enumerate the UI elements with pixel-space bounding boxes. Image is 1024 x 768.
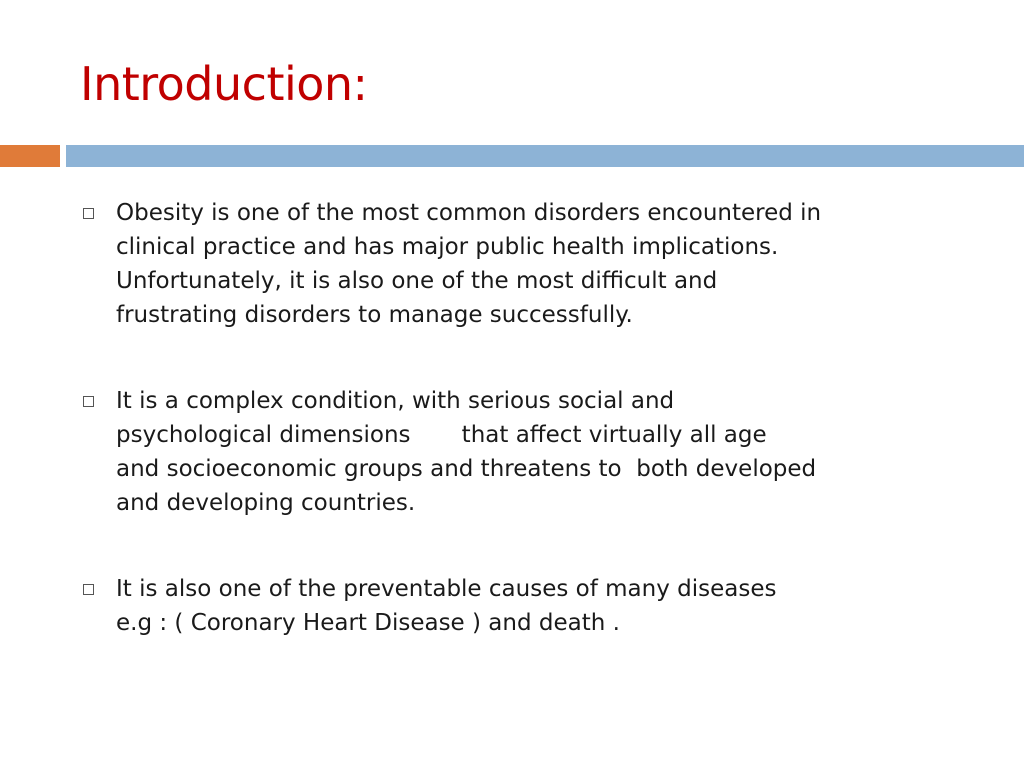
bullet-item-2 [80, 384, 980, 520]
bullet-item-1 [80, 196, 980, 332]
slide-title: Introduction: [80, 57, 368, 111]
bullet-2-line-1: It is a complex condition, with serious social and [116, 388, 675, 414]
accent-bar-orange [0, 145, 60, 167]
bullet-1-line-2: clinical practice and has major public health implications. [116, 234, 779, 260]
bullet-item-3 [80, 572, 980, 640]
bullet-2-line-3: and socioeconomic groups and threatens to both developed [116, 456, 817, 482]
hollow-square-bullet-icon [83, 208, 94, 219]
bullet-2-line-2: psychological dimensions that affect virtually all age [116, 422, 767, 448]
bullet-1-line-1: Obesity is one of the most common disorders encountered in [116, 200, 822, 226]
hollow-square-bullet-icon [83, 584, 94, 595]
bullet-list [80, 196, 980, 692]
hollow-square-bullet-icon [83, 396, 94, 407]
bullet-3-line-1: It is also one of the preventable causes of many diseases [116, 576, 777, 602]
accent-bar-blue [66, 145, 1024, 167]
bullet-1-line-4: frustrating disorders to manage successfully. [116, 302, 633, 328]
bullet-3-line-2: e.g : ( Coronary Heart Disease ) and death . [116, 610, 620, 636]
bullet-1-line-3: Unfortunately, it is also one of the most difficult and [116, 268, 718, 294]
bullet-2-line-4: and developing countries. [116, 490, 416, 516]
